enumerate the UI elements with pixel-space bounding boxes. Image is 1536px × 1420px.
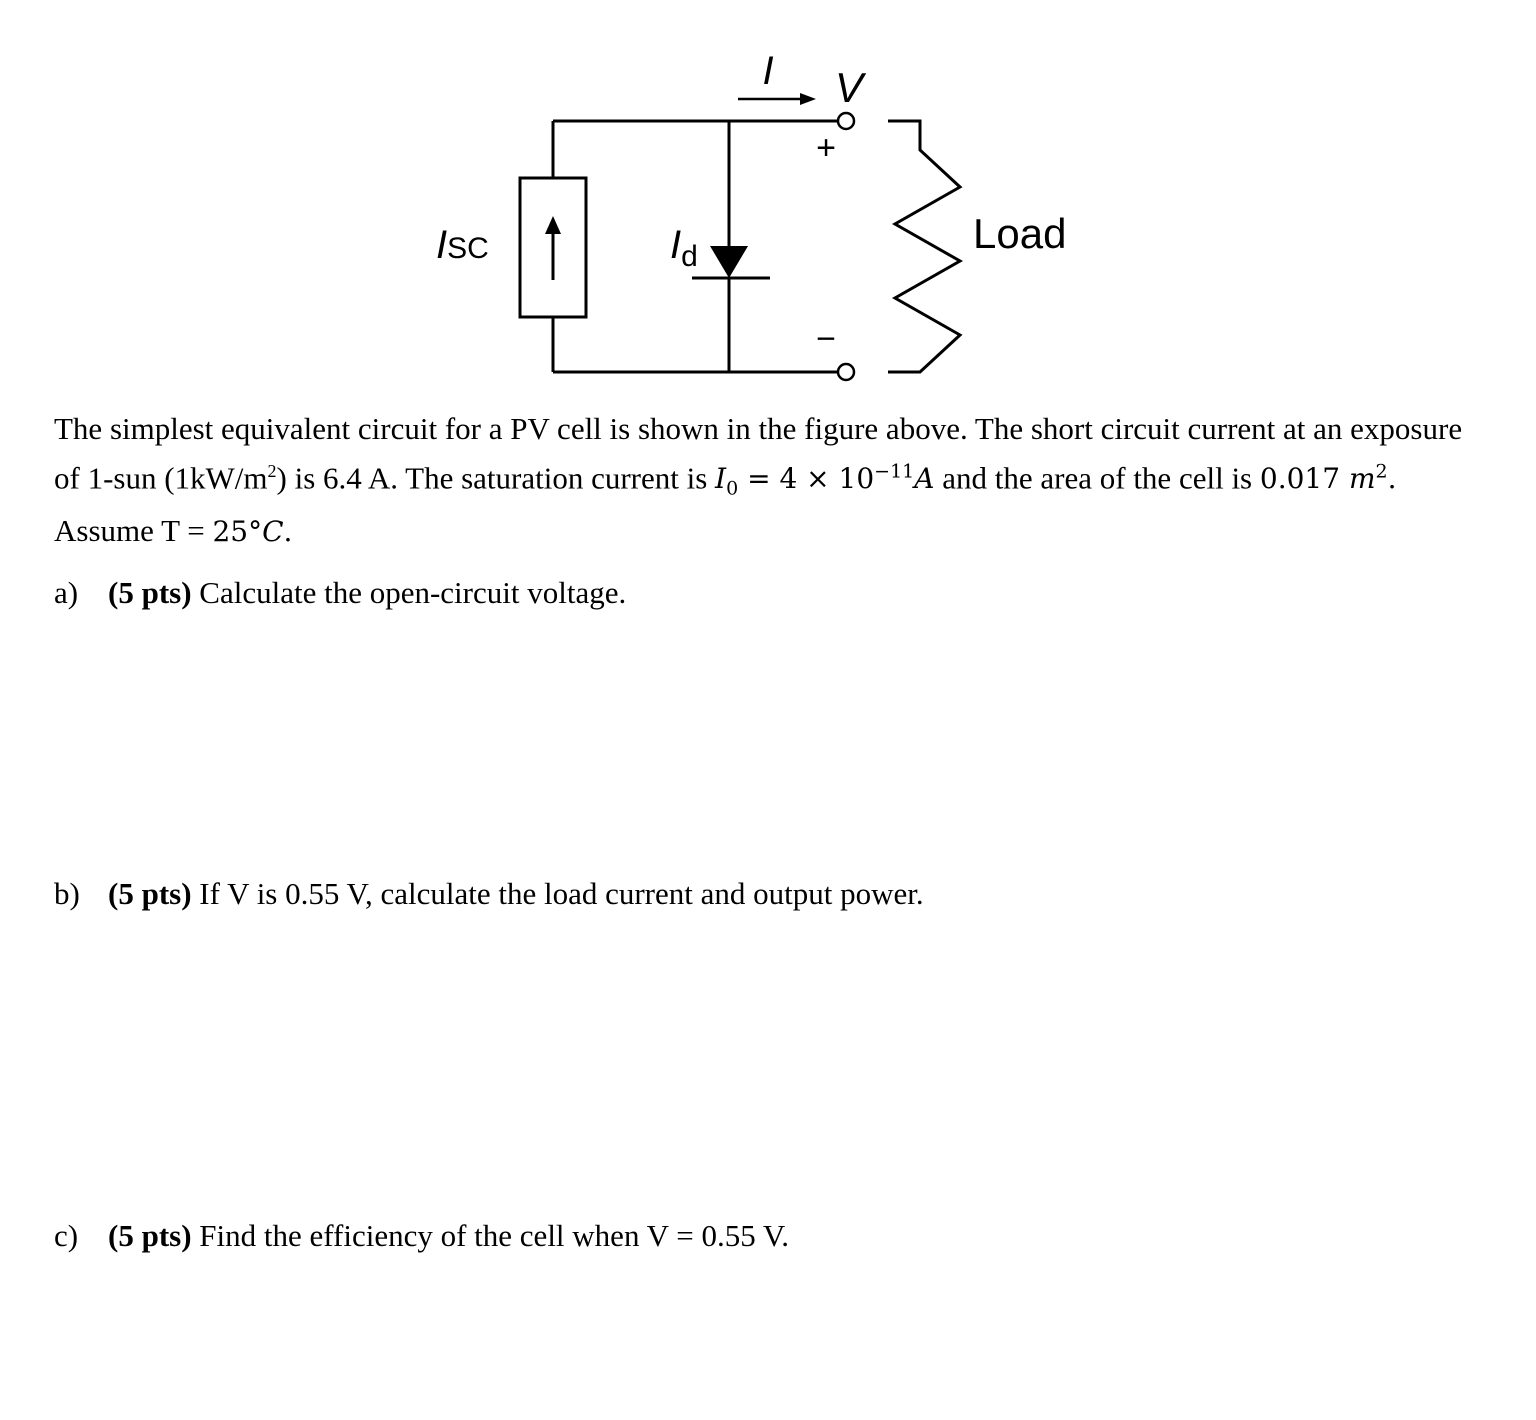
area-expression (1260, 462, 1397, 495)
voltage-label: V (834, 64, 864, 111)
area-exponent: 2 (1375, 461, 1388, 483)
temp-value: 25° (212, 514, 263, 548)
intro-sup: 2 (267, 461, 277, 481)
saturation-current-expression (715, 461, 935, 500)
question-text: Find the efficiency of the cell when V = 0.55 V. (191, 1218, 790, 1253)
io-symbol: I (715, 462, 727, 496)
isc-label-main: I (436, 223, 448, 267)
io-subscript: 0 (726, 477, 739, 500)
intro-text-1: The simplest equivalent circuit for a PV cell is shown in the figure above. The short circuit current at an exposure of 1-sun (1kW/m (54, 411, 1463, 496)
question-b (54, 876, 924, 912)
isc-label (436, 223, 489, 267)
intro-text-2: ) is 6.4 A. The saturation current is (276, 460, 716, 496)
question-a (54, 575, 626, 611)
current-arrow-head (800, 93, 816, 105)
problem-statement (54, 408, 1474, 553)
question-letter: c) (54, 1218, 79, 1253)
plus-label: + (816, 129, 836, 167)
source-arrow-head (545, 216, 561, 234)
question-text: If V is 0.55 V, calculate the load current and output power. (191, 876, 924, 911)
question-letter: b) (54, 876, 80, 911)
id-label-sub: d (681, 240, 698, 273)
question-letter: a) (54, 575, 79, 610)
intro-text-3: and the area of the cell is (934, 460, 1260, 496)
temp-unit: C (262, 514, 284, 548)
question-points: (5 pts) (108, 575, 192, 610)
isc-label-sub: SC (447, 232, 489, 265)
pv-equivalent-circuit (0, 0, 1536, 400)
load-resistor (888, 121, 960, 372)
io-exponent: −11 (874, 461, 915, 483)
terminal-positive (838, 113, 854, 129)
io-unit: A (914, 462, 935, 496)
id-label (670, 223, 698, 273)
temp-period: . (283, 514, 293, 548)
minus-label: − (816, 320, 836, 358)
question-text: Calculate the open-circuit voltage. (191, 575, 627, 610)
current-label: I (762, 49, 774, 93)
id-label-main: I (670, 223, 682, 267)
question-points: (5 pts) (108, 1218, 192, 1253)
area-value: 0.017 (1259, 462, 1349, 496)
intro-text-4: Assume T = (54, 512, 213, 548)
question-c (54, 1218, 789, 1254)
terminal-negative (838, 364, 854, 380)
temperature-expression (212, 515, 292, 548)
area-unit: m (1348, 462, 1376, 496)
area-period: . (1387, 462, 1397, 496)
diode-symbol (710, 246, 748, 278)
load-label: Load (973, 210, 1067, 257)
io-equals: = 4 × 10 (738, 462, 875, 496)
question-points: (5 pts) (108, 876, 192, 911)
